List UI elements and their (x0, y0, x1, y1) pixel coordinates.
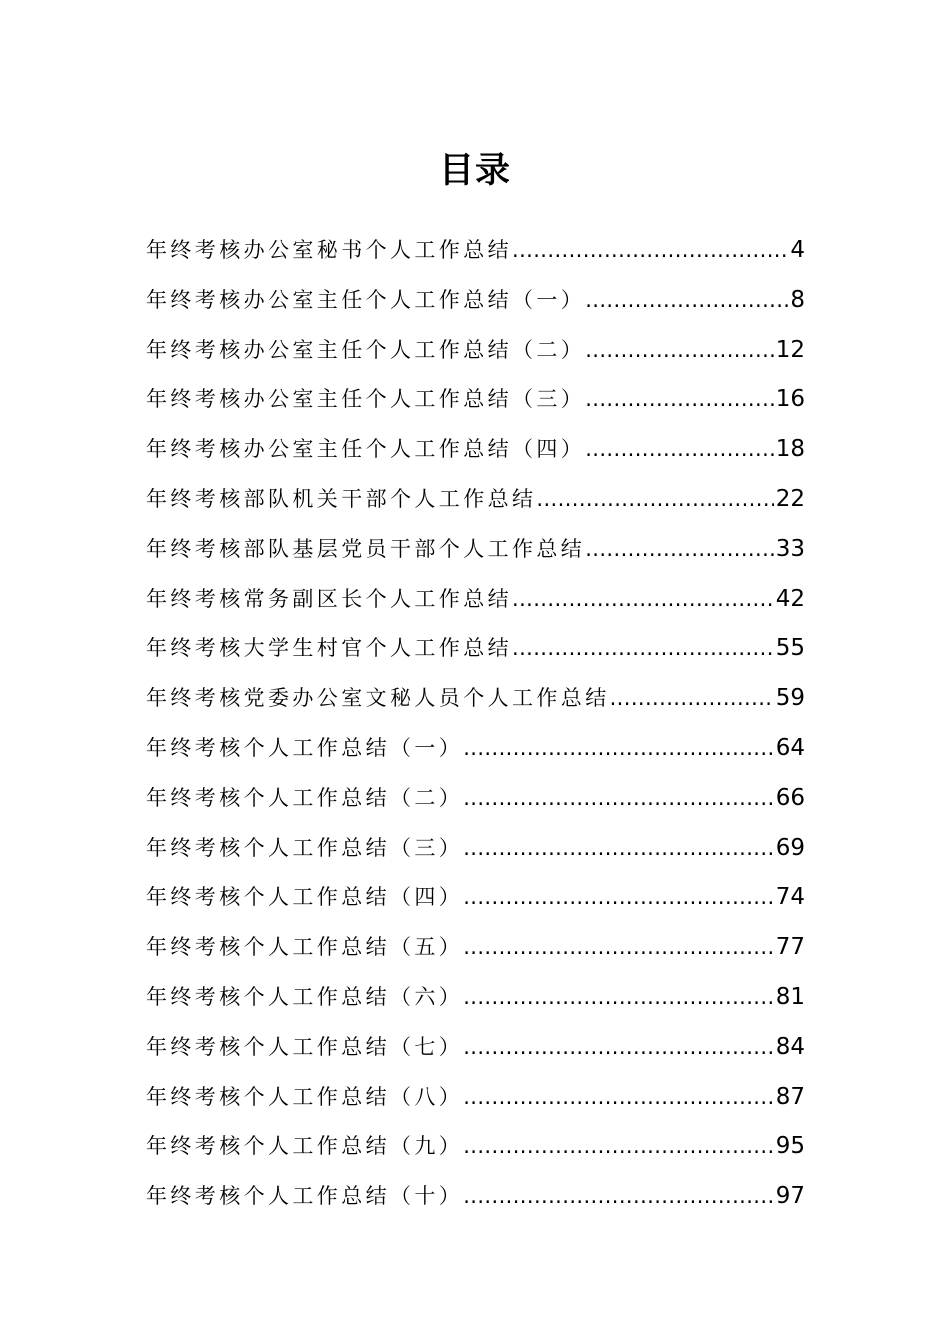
toc-entry[interactable] (146, 1023, 805, 1073)
toc-page-number: 84 (775, 1033, 805, 1060)
toc-page-number: 64 (775, 734, 805, 761)
toc-dot-leader (610, 674, 774, 724)
toc-entry[interactable] (146, 1073, 805, 1123)
toc-page-number: 22 (775, 485, 805, 512)
toc-dot-leader (463, 1172, 774, 1222)
toc-entry-title: 年终考核个人工作总结（八） (146, 1084, 464, 1109)
toc-page-number: 59 (775, 685, 805, 712)
toc-dot-leader (463, 1122, 774, 1172)
table-of-contents (146, 226, 805, 1222)
toc-page-number: 77 (775, 934, 805, 961)
toc-page-number: 8 (790, 286, 805, 313)
toc-dot-leader (463, 1023, 774, 1073)
toc-page-number: 42 (775, 585, 805, 612)
toc-page-number: 4 (790, 237, 805, 263)
toc-entry[interactable] (146, 226, 805, 276)
toc-entry-title: 年终考核办公室主任个人工作总结（三） (146, 387, 586, 412)
toc-entry-title: 年终考核办公室秘书个人工作总结 (146, 238, 512, 262)
toc-entry[interactable] (146, 724, 805, 774)
toc-entry[interactable] (146, 923, 805, 973)
toc-dot-leader (463, 724, 774, 774)
toc-entry[interactable] (146, 973, 805, 1023)
toc-dot-leader (463, 1073, 774, 1123)
toc-dot-leader (512, 624, 774, 674)
toc-page-number: 81 (775, 983, 805, 1010)
toc-entry[interactable] (146, 1122, 805, 1172)
toc-page-number: 97 (775, 1183, 805, 1210)
toc-page-number: 16 (775, 386, 805, 413)
toc-entry-title: 年终考核个人工作总结（十） (146, 1184, 464, 1209)
toc-entry-title: 年终考核办公室主任个人工作总结（二） (146, 337, 586, 362)
toc-dot-leader (463, 873, 774, 923)
toc-entry-title: 年终考核办公室主任个人工作总结（一） (146, 287, 586, 312)
toc-dot-leader (585, 276, 788, 326)
toc-entry[interactable] (146, 375, 805, 425)
toc-entry-title: 年终考核个人工作总结（三） (146, 835, 464, 860)
toc-page-number: 66 (775, 784, 805, 811)
toc-entry-title: 年终考核个人工作总结（七） (146, 1034, 464, 1059)
toc-page-number: 87 (775, 1083, 805, 1110)
toc-entry[interactable] (146, 624, 805, 674)
toc-page-number: 33 (775, 535, 805, 562)
toc-entry[interactable] (146, 824, 805, 874)
toc-entry[interactable] (146, 1172, 805, 1222)
toc-dot-leader (536, 475, 773, 525)
toc-page-number: 95 (775, 1133, 805, 1160)
toc-dot-leader (463, 973, 774, 1023)
toc-entry[interactable] (146, 525, 805, 575)
toc-entry-title: 年终考核个人工作总结（一） (146, 735, 464, 760)
toc-entry-title: 年终考核个人工作总结（五） (146, 935, 464, 960)
toc-page-number: 12 (775, 336, 805, 363)
toc-entry-title: 年终考核党委办公室文秘人员个人工作总结 (146, 686, 610, 711)
toc-entry-title: 年终考核部队基层党员干部个人工作总结 (146, 536, 586, 561)
toc-dot-leader (585, 375, 774, 425)
toc-dot-leader (463, 774, 774, 824)
toc-entry-title: 年终考核大学生村官个人工作总结 (146, 636, 512, 661)
toc-entry[interactable] (146, 276, 805, 326)
toc-dot-leader (585, 326, 774, 376)
page-title: 目录 (438, 151, 511, 191)
toc-dot-leader (512, 226, 788, 276)
toc-dot-leader (463, 824, 774, 874)
toc-entry-title: 年终考核个人工作总结（九） (146, 1134, 464, 1159)
toc-page-number: 74 (775, 884, 805, 911)
toc-entry[interactable] (146, 326, 805, 376)
toc-page-number: 18 (775, 436, 805, 463)
toc-entry-title: 年终考核办公室主任个人工作总结（四） (146, 437, 586, 462)
toc-entry-title: 年终考核常务副区长个人工作总结 (146, 586, 512, 611)
toc-entry[interactable] (146, 774, 805, 824)
toc-entry[interactable] (146, 873, 805, 923)
toc-entry-title: 年终考核个人工作总结（六） (146, 984, 464, 1009)
toc-dot-leader (585, 525, 774, 575)
toc-entry-title: 年终考核个人工作总结（二） (146, 785, 464, 810)
toc-entry[interactable] (146, 575, 805, 625)
toc-dot-leader (512, 575, 774, 625)
toc-entry[interactable] (146, 674, 805, 724)
toc-entry-title: 年终考核部队机关干部个人工作总结 (146, 486, 537, 511)
toc-dot-leader (463, 923, 774, 973)
toc-page-number: 69 (775, 834, 805, 861)
toc-dot-leader (585, 425, 774, 475)
toc-entry-title: 年终考核个人工作总结（四） (146, 885, 464, 910)
toc-entry[interactable] (146, 425, 805, 475)
toc-entry[interactable] (146, 475, 805, 525)
toc-page-number: 55 (775, 635, 805, 662)
